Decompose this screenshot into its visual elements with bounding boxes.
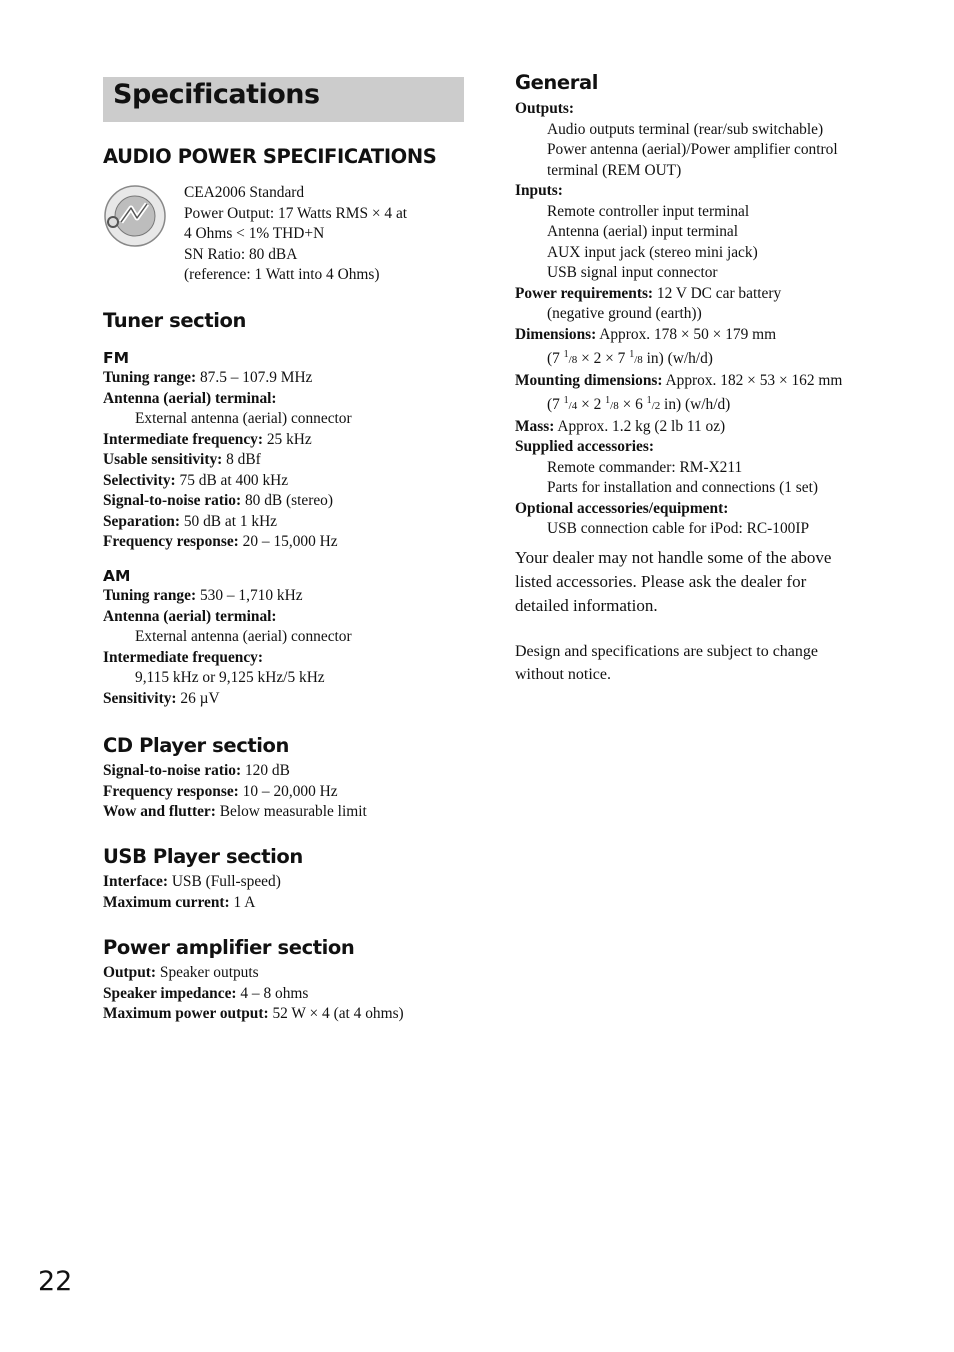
text-run: × 2 × 7 [577, 350, 630, 368]
fraction-num: 1 [605, 395, 611, 407]
cea-line: (reference: 1 Watt into 4 Ohms) [184, 266, 380, 283]
spec-label: Interface: [103, 873, 168, 890]
fraction-den: /4 [568, 400, 578, 413]
spec-label: Speaker impedance: [103, 984, 237, 1002]
spec-label: Intermediate frequency: [103, 648, 263, 666]
spec-value: External antenna (aerial) connector [135, 628, 352, 645]
spec-value: 50 dB at 1 kHz [183, 512, 278, 530]
note-line: detailed information. [515, 596, 658, 615]
spec-value: 25 kHz [266, 430, 312, 448]
spec-value: Parts for installation and connections (1 set) [547, 479, 818, 497]
text-run: × 2 [577, 396, 606, 414]
spec-value: AUX input jack (stereo mini jack) [547, 243, 758, 261]
spec-value: Approx. 178 × 50 × 179 mm [599, 325, 777, 343]
spec-value: 1 A [233, 893, 256, 911]
spec-label: Antenna (aerial) terminal: [103, 389, 277, 407]
spec-value: 80 dB (stereo) [244, 492, 333, 509]
spec-label: Frequency response: [103, 533, 239, 550]
spec-value: 52 W × 4 (at 4 ohms) [272, 1005, 404, 1022]
spec-value: (negative ground (earth)) [547, 305, 702, 322]
page-number: 22 [38, 1266, 73, 1297]
spec-label: Signal-to-noise ratio: [103, 492, 242, 509]
spec-label: Usable sensitivity: [103, 451, 223, 468]
cd-heading: CD Player section [103, 734, 290, 757]
spec-value: USB (Full-speed) [171, 873, 281, 890]
spec-label: Separation: [103, 512, 180, 530]
spec-value: USB connection cable for iPod: RC-100IP [547, 520, 810, 538]
am-block [103, 566, 352, 709]
spec-value: Antenna (aerial) input terminal [547, 223, 739, 240]
cea-spec-block [184, 183, 407, 286]
spec-label: Intermediate frequency: [103, 430, 263, 448]
fm-heading: FM [103, 349, 130, 367]
design-note [515, 640, 818, 686]
spec-label: Dimensions: [515, 325, 597, 343]
spec-value: Power antenna (aerial)/Power amplifier control [547, 141, 838, 158]
spec-value: 75 dB at 400 kHz [179, 471, 289, 489]
amp-block [103, 963, 404, 1025]
usb-block [103, 872, 281, 913]
dealer-note [515, 546, 831, 618]
spec-value: Speaker outputs [159, 964, 259, 981]
fraction-den: /8 [634, 354, 643, 367]
cea-line: 4 Ohms < 1% THD+N [184, 225, 325, 242]
spec-label: Tuning range: [103, 369, 197, 386]
spec-label: Antenna (aerial) terminal: [103, 607, 277, 625]
note-line: listed accessories. Please ask the dealer for [515, 572, 807, 591]
audio-power-heading: AUDIO POWER SPECIFICATIONS [103, 145, 437, 168]
spec-value: Remote controller input terminal [547, 202, 750, 220]
fraction-den: /8 [610, 400, 619, 413]
spec-label: Frequency response: [103, 782, 239, 800]
spec-value: Remote commander: RM-X211 [547, 458, 743, 476]
spec-label: Outputs: [515, 100, 575, 117]
spec-value: 8 dBf [226, 451, 261, 468]
text-run: (7 [547, 396, 564, 414]
note-line: Design and specifications are subject to change [515, 643, 818, 660]
spec-value: 9,115 kHz or 9,125 kHz/5 kHz [135, 669, 325, 686]
text-run: (7 [547, 350, 564, 368]
spec-value: 4 – 8 ohms [240, 984, 309, 1002]
spec-value: 12 V DC car battery [656, 284, 782, 302]
spec-value: 26 µV [180, 689, 220, 707]
cd-block [103, 761, 367, 823]
spec-label: Supplied accessories: [515, 438, 654, 456]
spec-value: Below measurable limit [219, 803, 367, 820]
cea-line: Power Output: 17 Watts RMS × 4 at [184, 204, 408, 222]
fm-block [103, 348, 352, 553]
tuner-heading: Tuner section [103, 309, 247, 332]
spec-label: Selectivity: [103, 471, 176, 489]
spec-label: Maximum power output: [103, 1005, 269, 1022]
spec-value: 10 – 20,000 Hz [242, 782, 338, 800]
spec-label: Power requirements: [515, 284, 654, 302]
spec-label: Mounting dimensions: [515, 371, 663, 389]
cea-line: SN Ratio: 80 dBA [184, 245, 298, 263]
am-heading: AM [103, 567, 131, 585]
spec-label: Optional accessories/equipment: [515, 499, 729, 517]
text-run: × 6 [618, 396, 647, 414]
note-line: without notice. [515, 666, 611, 683]
fraction-num: 1 [563, 349, 569, 360]
text-run: in) (w/h/d) [642, 350, 713, 368]
spec-value: USB signal input connector [547, 264, 718, 281]
spec-value: Audio outputs terminal (rear/sub switchable) [547, 120, 824, 138]
usb-heading: USB Player section [103, 845, 303, 868]
page-title: Specifications [113, 79, 320, 110]
spec-label: Maximum current: [103, 893, 230, 911]
spec-value: 20 – 15,000 Hz [242, 533, 338, 550]
general-block [515, 99, 842, 540]
spec-value: 530 – 1,710 kHz [199, 587, 303, 604]
spec-value: Approx. 1.2 kg (2 lb 11 oz) [557, 417, 726, 435]
general-heading: General [515, 71, 598, 94]
fraction-den: /2 [651, 400, 661, 413]
spec-value: 87.5 – 107.9 MHz [199, 369, 313, 386]
cea-2006-logo-icon [101, 182, 169, 250]
amp-heading: Power amplifier section [103, 936, 355, 959]
spec-value [515, 345, 842, 371]
spec-value: terminal (REM OUT) [547, 161, 682, 179]
fraction-den: /8 [568, 354, 578, 367]
fraction-num: 1 [563, 395, 569, 407]
spec-label: Signal-to-noise ratio: [103, 762, 242, 779]
spec-label: Inputs: [515, 182, 563, 199]
spec-label: Mass: [515, 417, 555, 435]
spec-label: Output: [103, 964, 157, 981]
cea-line: CEA2006 Standard [184, 184, 305, 201]
title-bar [103, 77, 464, 122]
note-line: Your dealer may not handle some of the above [515, 548, 832, 567]
spec-value: External antenna (aerial) connector [135, 410, 352, 427]
fraction-num: 1 [629, 349, 635, 360]
text-run: in) (w/h/d) [660, 396, 731, 414]
spec-label: Tuning range: [103, 587, 197, 604]
fraction-num: 1 [646, 395, 652, 407]
spec-value: 120 dB [244, 762, 290, 779]
spec-label: Sensitivity: [103, 689, 177, 707]
spec-value [515, 391, 842, 417]
spec-label: Wow and flutter: [103, 803, 216, 820]
spec-value: Approx. 182 × 53 × 162 mm [665, 371, 843, 389]
